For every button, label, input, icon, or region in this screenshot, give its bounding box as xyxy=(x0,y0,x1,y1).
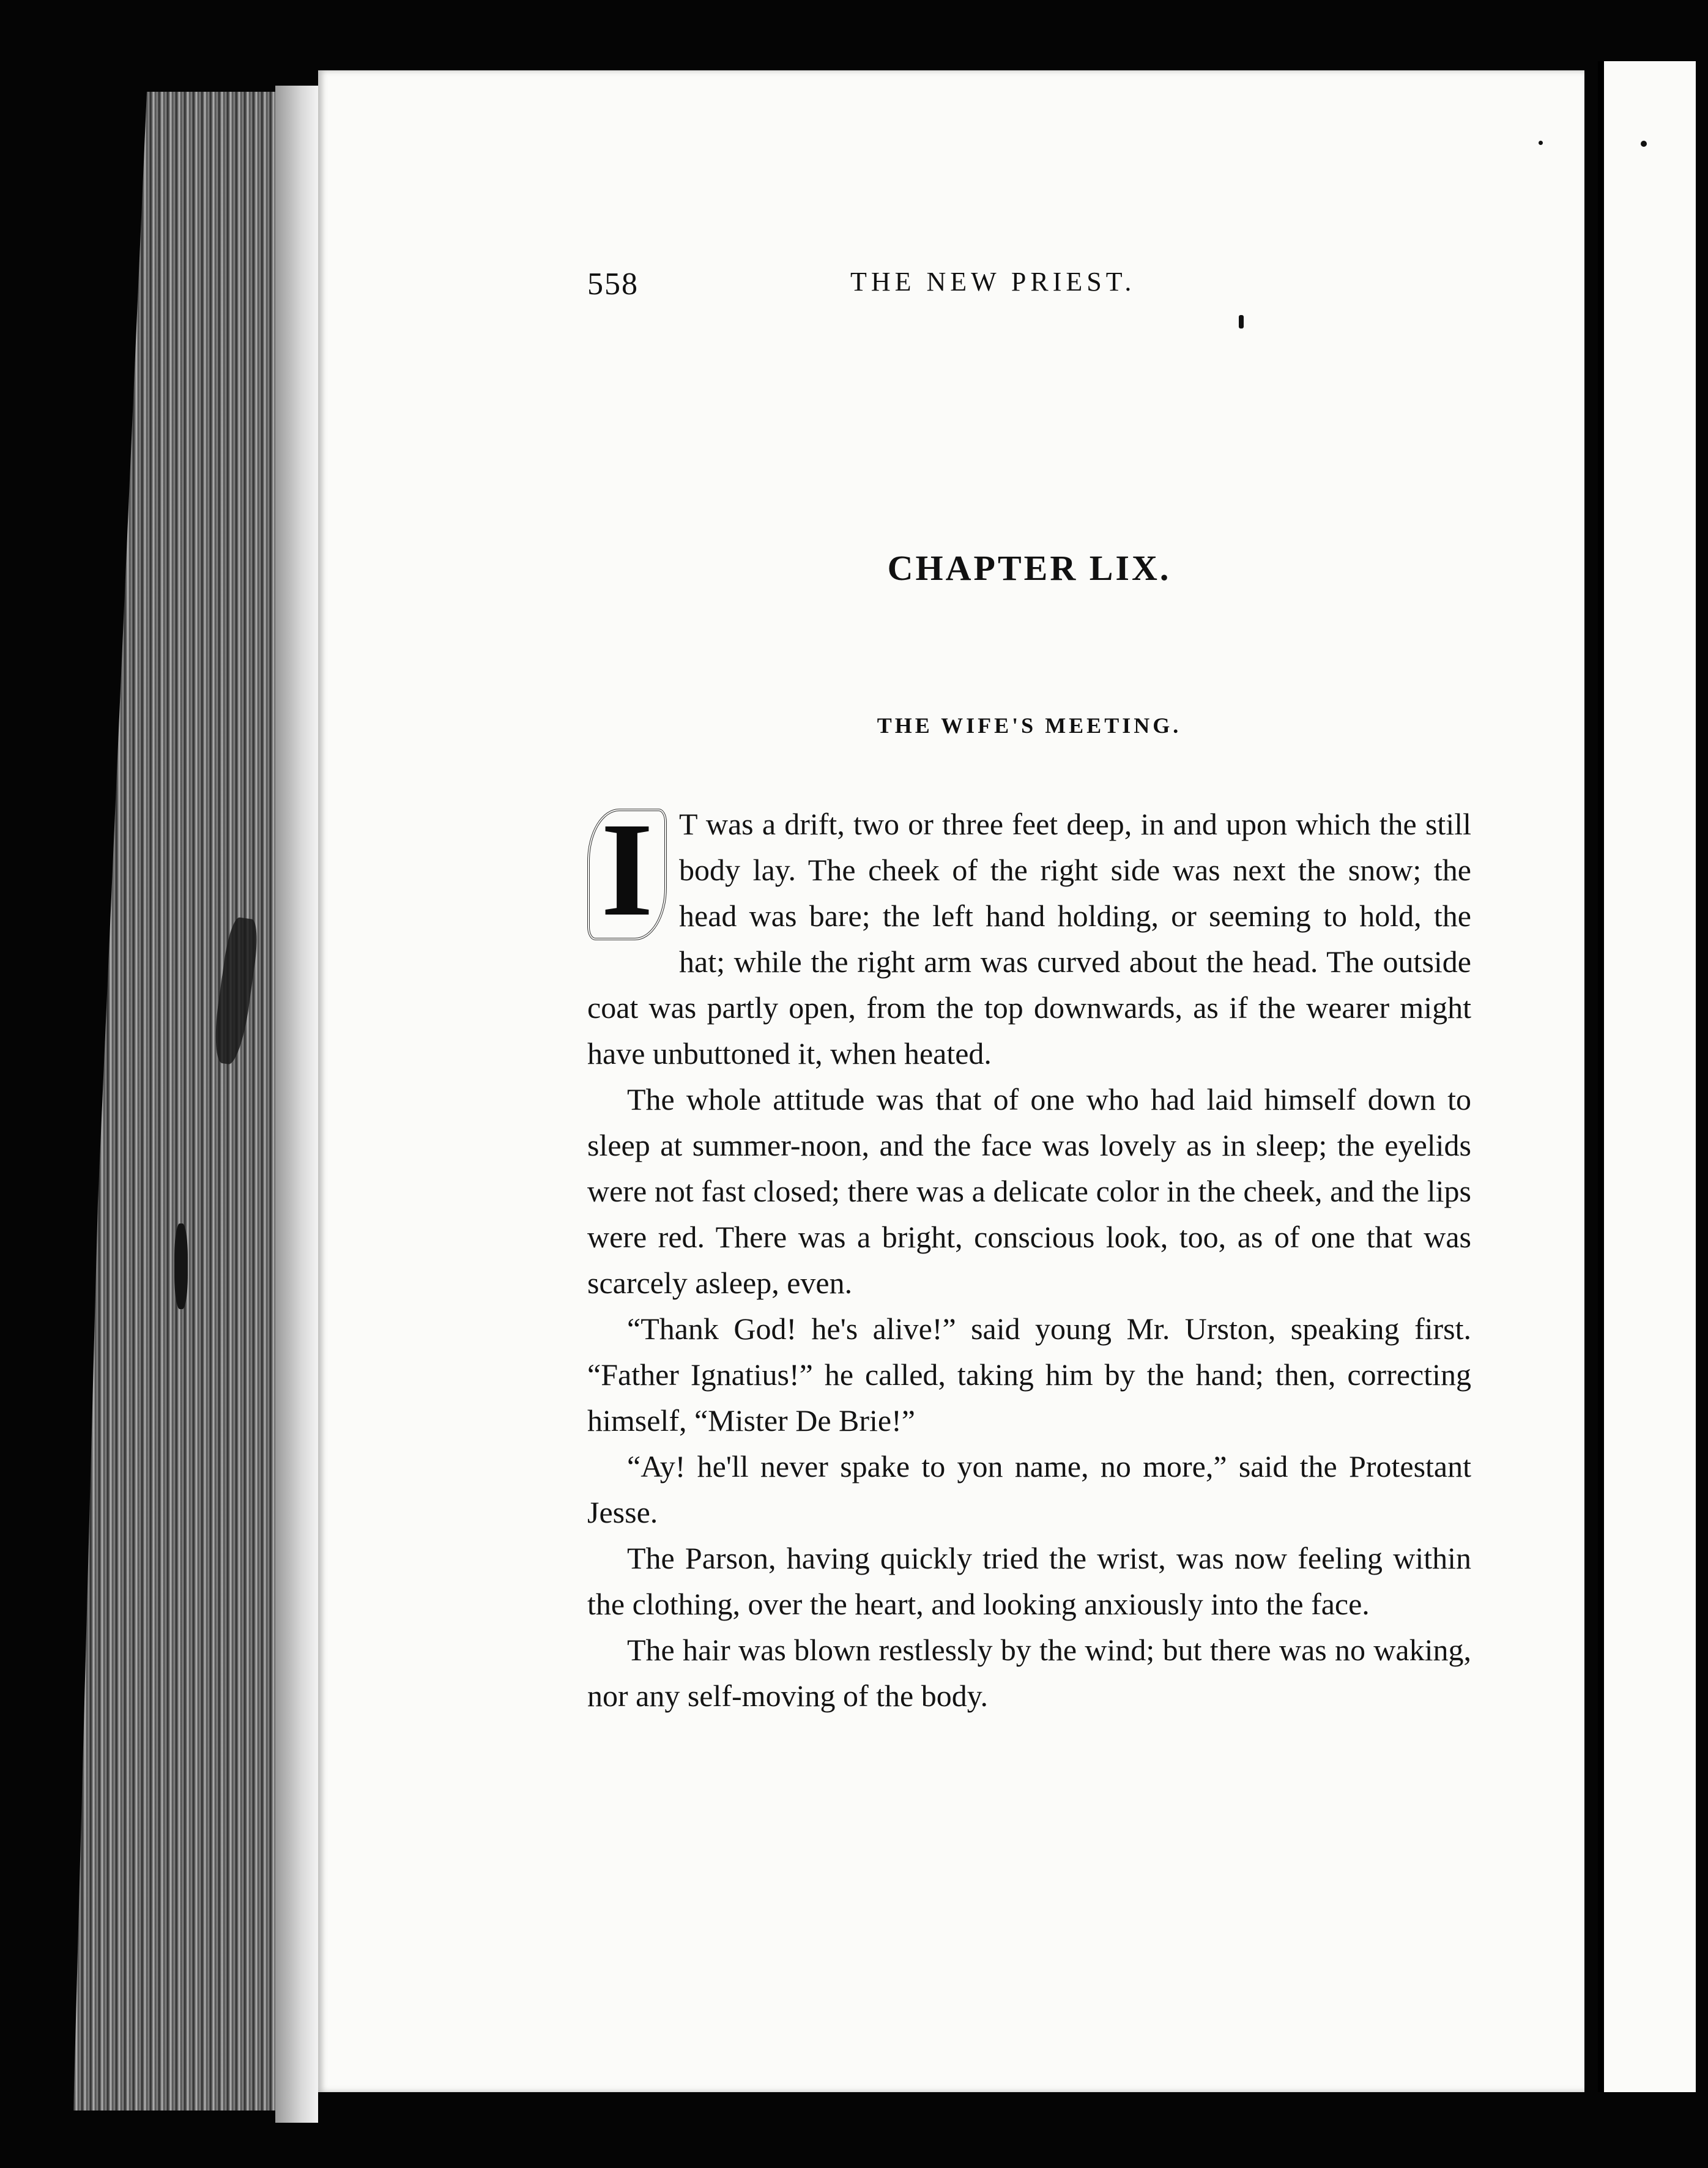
paragraph: The whole attitude was that of one who had laid himself down to sleep at summer-noon, and the face was lovely as in sleep; the eyelids were not fast closed; there was a delicate color in the cheek, and the lips were red. There was a bright, conscious look, too, as of one that was scarcely asleep, even. xyxy=(587,1082,1471,1300)
paragraph: The hair was blown restlessly by the wind; but there was no waking, nor any self-moving of the body. xyxy=(587,1633,1471,1713)
paragraph: The Parson, having quickly tried the wrist, was now feeling within the clothing, over the heart, and looking anxiously into the face. xyxy=(587,1541,1471,1621)
drop-cap: I xyxy=(587,809,667,940)
paragraph: “Ay! he'll never spake to yon name, no more,” said the Protestant Jesse. xyxy=(587,1449,1471,1529)
facing-page-edge xyxy=(1598,61,1696,2092)
gutter-shadow xyxy=(275,86,318,2123)
book-page xyxy=(318,70,1584,2092)
chapter-subtitle: THE WIFE'S MEETING. xyxy=(877,713,1182,738)
ink-speck xyxy=(1539,141,1543,145)
page-number: 558 xyxy=(587,267,639,302)
paragraph-text: T was a drift, two or three feet deep, in and upon which the still body lay. The cheek of the right side was next the snow; the head was bare; the left hand holding, or seeming to hold, the hat; while the right arm was curved about the head. The outside coat was partly open, from the top downwards, as if the wearer might have unbuttoned it, when heated. xyxy=(587,807,1471,1071)
ink-speck xyxy=(1641,141,1647,147)
printer-mark xyxy=(1239,315,1244,329)
running-head xyxy=(587,199,1517,302)
paragraph xyxy=(587,795,1471,1077)
paragraph: “Thank God! he's alive!” said young Mr. Urston, speaking first. “Father Ignatius!” he called, taking him by the hand; then, correcting himself, “Mister De Brie!” xyxy=(587,1312,1471,1438)
chapter-title: CHAPTER LIX. xyxy=(887,548,1171,588)
running-title: THE NEW PRIEST. xyxy=(850,267,1136,297)
chapter-body xyxy=(587,795,1471,1719)
margin-stain-small xyxy=(174,1223,188,1309)
